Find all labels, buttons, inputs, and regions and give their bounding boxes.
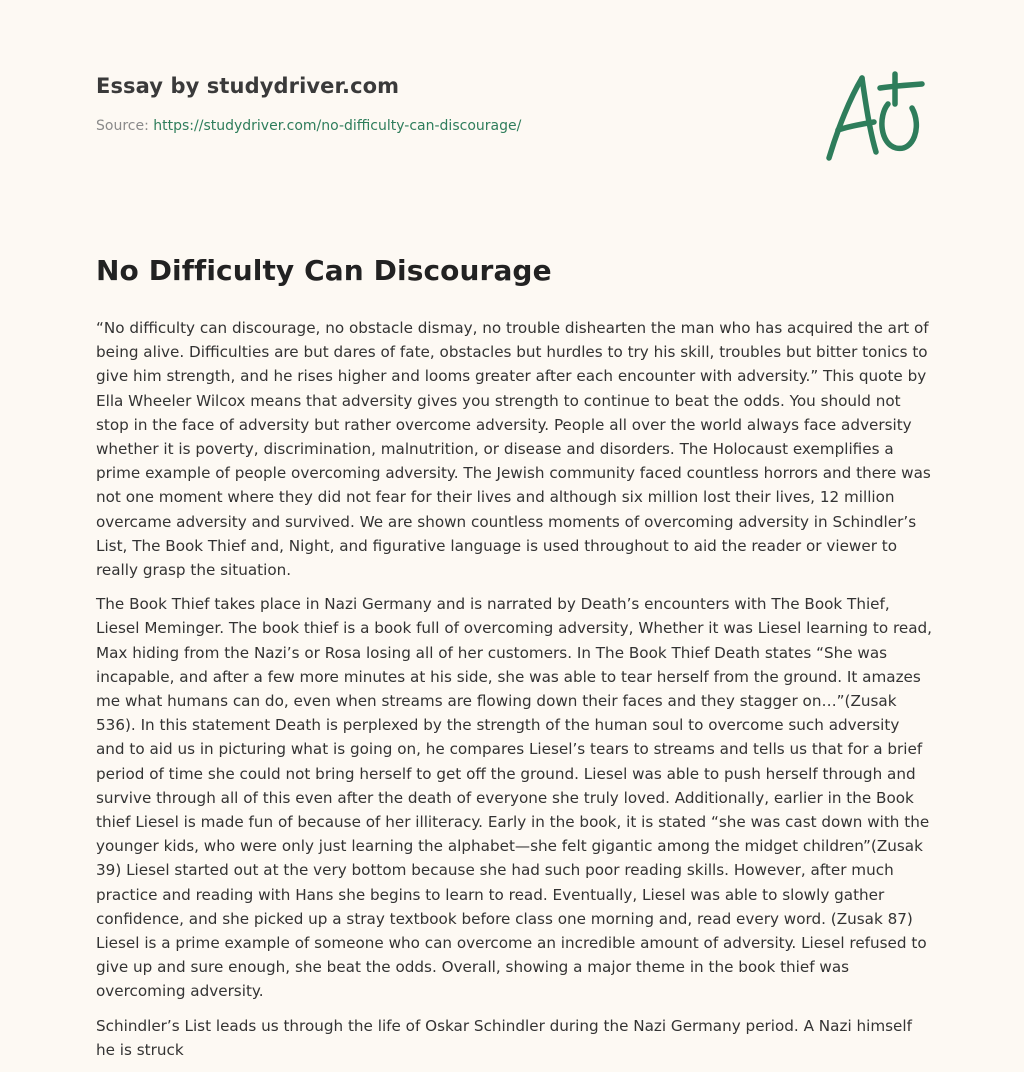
paragraph: “No difficulty can discourage, no obstacle dismay, no trouble dishearten the man who has acquired the art of being alive. Difficulties are but dares of fate, obstacles but hurdles to try his skill, troubles but bitter tonics to give him strength, and he rises higher and looms greater after each encounter with adversity.” This quote by Ella Wheeler Wilcox means that adversity gives you strength to continue to beat the odds. You should not stop in the face of adversity but rather overcome adversity. People all over the world always face adversity whether it is poverty, discrimination, malnutrition, or disease and disorders. The Holocaust exemplifies a prime example of people overcoming adversity. The Jewish community faced countless horrors and there was not one moment where they did not fear for their lives and although six million lost their lives, 12 million overcame adversity and survived. We are shown countless moments of overcoming adversity in Schindler’s List, The Book Thief and, Night, and figurative language is used throughout to aid the reader or viewer to really grasp the situation. [96, 319, 931, 580]
essay-title: No Difficulty Can Discourage [96, 254, 552, 287]
paragraph: The Book Thief takes place in Nazi Germany and is narrated by Death’s encounters with The Book Thief, Liesel Meminger. The book thief is a book full of overcoming adversity, Whether it was Liesel learning to read, Max hiding from the Nazi’s or Rosa losing all of her customers. In The Book Thief Death states “She was incapable, and after a few more minutes at his side, she was able to tear herself from the ground. It amazes me what humans can do, even when streams are flowing down their faces and they stagger on…”(Zusak 536). In this statement Death is perplexed by the strength of the human soul to overcome such adversity and to aid us in picturing what is going on, he compares Liesel’s tears to streams and tells us that for a brief period of time she could not bring herself to get off the ground. Liesel was able to push herself through and survive through all of this even after the death of everyone she truly loved. Additionally, earlier in the Book thief Liesel is made fun of because of her illiteracy. Early in the book, it is stated “she was cast down with the younger kids, who were only just learning the alphabet—she felt gigantic among the midget children”(Zusak 39) Liesel started out at the very bottom because she had such poor reading skills. However, after much practice and reading with Hans she begins to learn to read. Eventually, Liesel was able to slowly gather confidence, and she picked up a stray textbook before class one morning and, read every word. (Zusak 87) Liesel is a prime example of someone who can overcome an incredible amount of adversity. Liesel refused to give up and sure enough, she beat the odds. Overall, showing a major theme in the book thief was overcoming adversity. [96, 595, 933, 1001]
a-plus-grade-icon [818, 66, 928, 166]
essay-body [96, 316, 932, 1072]
source-label: Source: [96, 118, 149, 134]
site-brand: Essay by studydriver.com [96, 74, 400, 98]
paragraph: Schindler’s List leads us through the life of Oskar Schindler during the Nazi Germany period. A Nazi himself he is struck [96, 1016, 912, 1059]
source-line [96, 118, 696, 134]
source-link[interactable]: https://studydriver.com/no-difficulty-can-discourage/ [153, 118, 522, 134]
essay-header [96, 74, 696, 134]
